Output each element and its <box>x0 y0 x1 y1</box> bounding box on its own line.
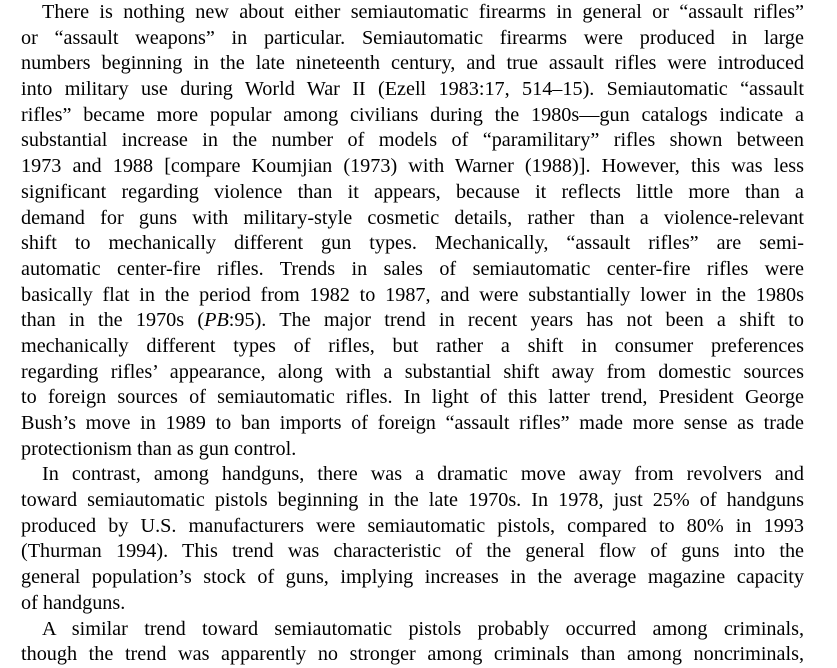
text-line: substantial increase in the number of models of “paramilitary” rifles shown between <box>21 129 804 152</box>
text-line: of handguns. <box>21 591 126 614</box>
text-line: regarding rifles’ appearance, along with a substantial shift away from domestic sources <box>21 360 804 383</box>
text-line: In contrast, among handguns, there was a dramatic move away from revolvers and <box>42 463 804 486</box>
text-line: numbers beginning in the late nineteenth century, and true assault rifles were introduced <box>21 52 804 75</box>
text-segment: :95). The major trend in recent years has not been a shift to <box>228 309 804 332</box>
text-line: into military use during World War II (Ezell 1983:17, 514–15). Semiautomatic “assault <box>21 78 804 101</box>
text-line: to foreign sources of semiautomatic rifles. In light of this latter trend, President George <box>21 386 804 409</box>
text-line: basically flat in the period from 1982 to 1987, and were substantially lower in the 1980s <box>21 283 804 306</box>
text-line: demand for guns with military-style cosmetic details, rather than a violence-relevant <box>21 206 804 229</box>
document-page <box>21 0 804 668</box>
text-segment: than in the 1970s ( <box>21 309 205 332</box>
text-line: There is nothing new about either semiautomatic firearms in general or “assault rifles” <box>42 1 804 23</box>
text-line: mechanically different types of rifles, but rather a shift in consumer preferences <box>21 334 804 357</box>
text-line-italic-ref <box>21 308 804 334</box>
text-line: produced by U.S. manufacturers were semiautomatic pistols, compared to 80% in 1993 <box>21 514 804 537</box>
text-line: significant regarding violence than it appears, because it reflects little more than a <box>21 180 804 203</box>
text-line: though the trend was apparently no stronger among criminals than among noncriminals, <box>21 643 804 666</box>
paragraph-3 <box>21 617 804 668</box>
text-line: A similar trend toward semiautomatic pistols probably occurred among criminals, <box>42 617 804 640</box>
text-line: (Thurman 1994). This trend was characteristic of the general flow of guns into the <box>21 540 804 563</box>
text-line: toward semiautomatic pistols beginning in the late 1970s. In 1978, just 25% of handguns <box>21 489 804 512</box>
text-line: protectionism than as gun control. <box>21 437 297 460</box>
text-line: Bush’s move in 1989 to ban imports of foreign “assault rifles” made more sense as trade <box>21 412 804 434</box>
text-line: 1973 and 1988 [compare Koumjian (1973) with Warner (1988)]. However, this was less <box>21 155 804 178</box>
text-line: rifles” became more popular among civilians during the 1980s—gun catalogs indicate a <box>21 103 804 126</box>
text-line: general population’s stock of guns, implying increases in the average magazine capacity <box>21 566 804 589</box>
text-line: or “assault weapons” in particular. Semiautomatic firearms were produced in large <box>21 26 804 49</box>
text-line: shift to mechanically different gun types. Mechanically, “assault rifles” are semi- <box>21 232 804 255</box>
text-line: automatic center-fire rifles. Trends in sales of semiautomatic center-fire rifles were <box>21 257 804 280</box>
citation-abbrev: PB <box>204 309 229 332</box>
paragraph-1 <box>21 0 804 462</box>
paragraph-2 <box>21 462 804 616</box>
